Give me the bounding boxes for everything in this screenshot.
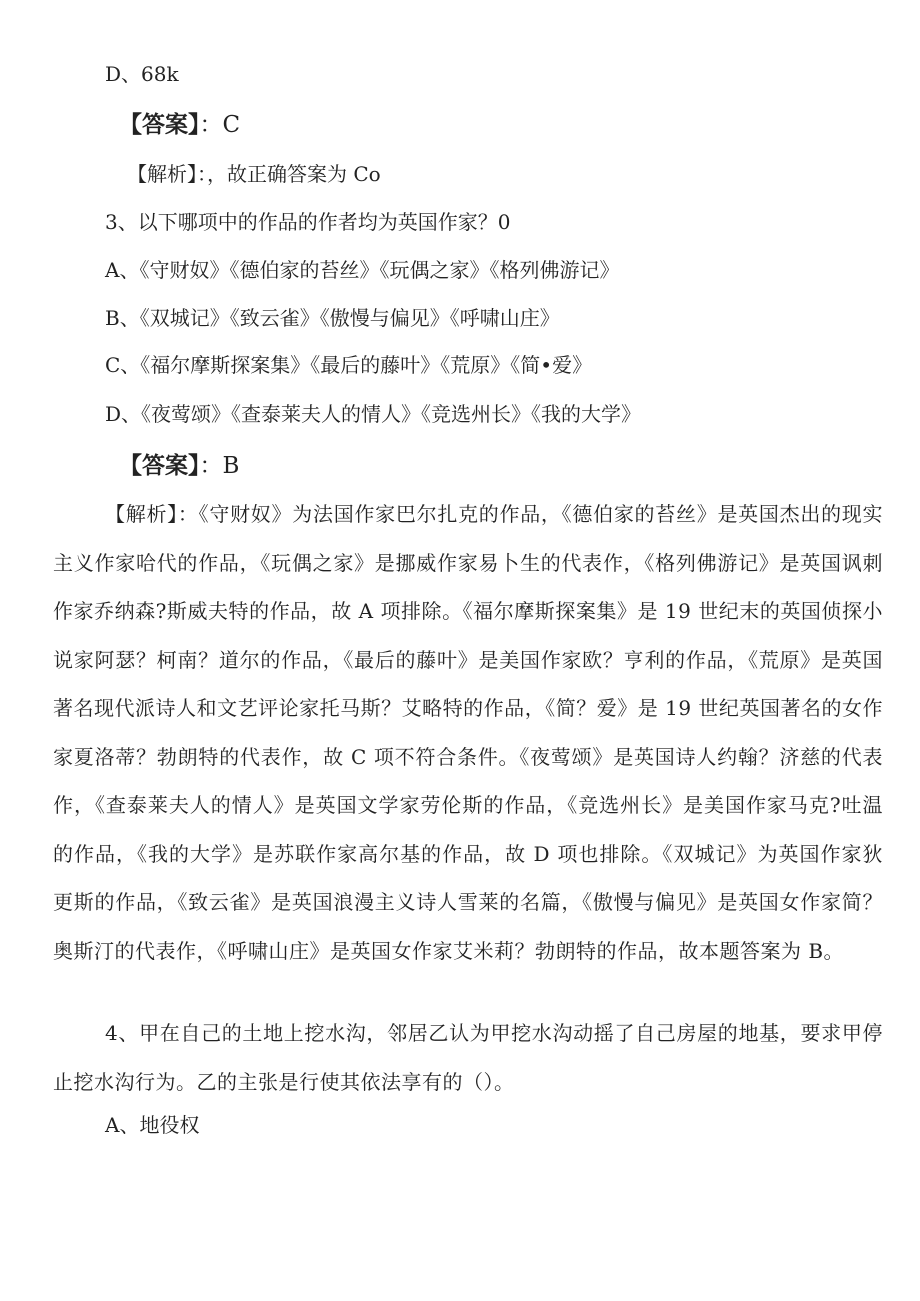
q2-analysis-label: 【解析】 xyxy=(127,162,197,186)
q3-option-a: A、《守财奴》《德伯家的苔丝》《玩偶之家》《格列佛游记》 xyxy=(105,258,620,282)
q2-analysis-text: ：，故正确答案为 Co xyxy=(197,162,381,186)
q4-question: 4、甲在自己的土地上挖水沟，邻居乙认为甲挖水沟动摇了自己房屋的地基，要求甲停止挖水沟行为。乙的主张是行使其依法享有的（）。 xyxy=(53,1021,883,1094)
q3-analysis-label: 【解析】 xyxy=(105,502,178,526)
q2-answer-label: 【答案】 xyxy=(119,112,200,138)
q3-option-d: D、《夜莺颂》《查泰莱夫人的情人》《竞选州长》《我的大学》 xyxy=(105,402,642,426)
q3-analysis-paragraph xyxy=(53,490,883,975)
q3-answer-value: ：B xyxy=(199,453,240,479)
q3-analysis-text: ：《守财奴》为法国作家巴尔扎克的作品，《德伯家的苔丝》是英国杰出的现实主义作家哈代的作品，《玩偶之家》是挪威作家易卜生的代表作，《格列佛游记》是英国讽刺作家乔纳森?斯威夫特的作品，故 A 项排除。《福尔摩斯探案集》是 19 世纪末的英国侦探小说家阿瑟？柯南？道尔的作品，《最后的藤叶》是美国作家欧？亨利的作品，《荒原》是英国著名现代派诗人和文艺评论家托马斯？艾略特的作品，《简？爱》是 19 世纪英国著名的女作家夏洛蒂？勃朗特的代表作，故 C 项不符合条件。《夜莺颂》是英国诗人约翰？济慈的代表作，《查泰莱夫人的情人》是英国文学家劳伦斯的作品，《竞选州长》是美国作家马克?吐温的作品，《我的大学》是苏联作家高尔基的作品，故 D 项也排除。《双城记》为英国作家狄更斯的作品，《致云雀》是英国浪漫主义诗人雪莱的名篇，《傲慢与偏见》是英国女作家简？奥斯汀的代表作，《呼啸山庄》是英国女作家艾米莉？勃朗特的作品，故本题答案为 B。 xyxy=(53,502,884,963)
q2-answer-line xyxy=(119,114,240,137)
q2-analysis-line xyxy=(127,164,381,184)
q3-answer-label: 【答案】 xyxy=(119,453,200,479)
q3-option-c: C、《福尔摩斯探案集》《最后的藤叶》《荒原》《简•爱》 xyxy=(105,353,593,377)
q3-answer-line xyxy=(119,455,239,478)
q3-question: 3、以下哪项中的作品的作者均为英国作家？0 xyxy=(105,210,511,234)
q2-option-d: D、68k xyxy=(105,62,179,86)
q2-answer-value: ：C xyxy=(199,112,241,138)
q3-option-b: B、《双城记》《致云雀》《傲慢与偏见》《呼啸山庄》 xyxy=(105,306,560,330)
q4-option-a: A、地役权 xyxy=(105,1113,200,1137)
